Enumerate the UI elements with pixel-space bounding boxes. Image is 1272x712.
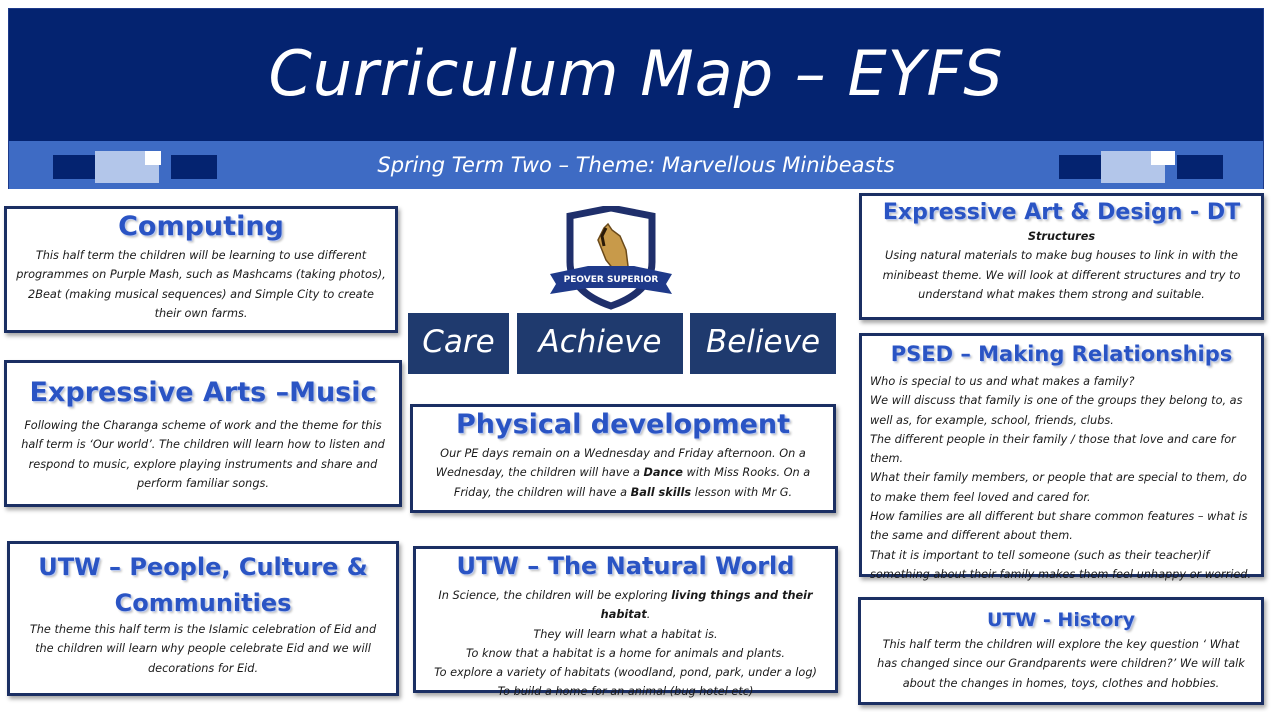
header-banner xyxy=(8,8,1264,189)
people-culture-body: The theme this half term is the Islamic celebration of Eid and the children will learn why people celebrate Eid and we will decorations for Eid. xyxy=(29,623,377,675)
page-title: Curriculum Map – EYFS xyxy=(268,37,1004,110)
school-logo xyxy=(548,206,674,310)
music-title: Expressive Arts –Music xyxy=(29,377,377,408)
value-believe: Believe xyxy=(690,313,836,374)
music-body: Following the Charanga scheme of work and the theme for this half term is ‘Our world’. The children will learn how to listen and respond to music, explore playing instruments and share and perform familiar songs. xyxy=(21,419,385,490)
natural-world-line-3: To explore a variety of habitats (woodland, pond, park, under a log) xyxy=(434,666,817,680)
psed-line-2: The different people in their family / those that love and care for them. xyxy=(870,432,1236,466)
psed-body xyxy=(862,366,1261,584)
dt-body: Using natural materials to make bug houses to link in with the minibeast theme. We will look at different structures and try to understand what makes them strong and suitable. xyxy=(882,249,1241,301)
dt-subtitle: Structures xyxy=(1027,230,1096,243)
natural-world-card xyxy=(413,546,838,699)
dt-title: Expressive Art & Design - DT xyxy=(882,200,1241,225)
value-achieve: Achieve xyxy=(517,313,683,374)
horse-shield-icon xyxy=(548,206,674,310)
natural-world-title: UTW – The Natural World xyxy=(456,552,795,580)
people-culture-title: UTW – People, Culture & xyxy=(38,553,368,581)
physical-development-card xyxy=(410,404,836,513)
psed-card xyxy=(859,333,1264,581)
physical-development-title: Physical development xyxy=(455,409,791,440)
natural-world-line-4: To build a home for an animal (bug hotel etc) xyxy=(497,685,754,699)
living-things-label: living things and their habitat xyxy=(600,589,813,622)
computing-title: Computing xyxy=(118,211,284,242)
people-culture-title-line2: Communities xyxy=(114,589,292,617)
computing-body: This half term the children will be learning to use different programmes on Purple Mash, such as Mashcams (taking photos), 2Beat (making musical sequences) and Simple City to create their own farms. xyxy=(16,249,386,320)
dt-card xyxy=(859,193,1264,320)
physical-text-3: lesson with Mr G. xyxy=(694,485,793,499)
dance-label: Dance xyxy=(643,466,683,480)
history-body: This half term the children will explore the key question ‘ What has changed since our Grandparents were children?’ We will talk about the changes in homes, toys, clothes and hobbies. xyxy=(877,638,1245,690)
psed-line-3: What their family members, or people that are special to them, do to make them feel loved and cared for. xyxy=(870,471,1247,504)
natural-world-line-2: To know that a habitat is a home for animals and plants. xyxy=(465,646,786,660)
natural-world-body xyxy=(416,580,835,702)
page-subtitle: Spring Term Two – Theme: Marvellous Minibeasts xyxy=(377,153,895,177)
value-care: Care xyxy=(408,313,509,374)
physical-development-body xyxy=(413,440,833,502)
ball-skills-label: Ball skills xyxy=(630,485,692,499)
music-card xyxy=(4,360,402,507)
computing-card xyxy=(4,206,398,333)
psed-line-5: That it is important to tell someone (such as their teacher)if something about their family makes them feel unhappy or worried. xyxy=(870,548,1252,581)
natural-world-line-1: They will learn what a habitat is. xyxy=(533,627,718,641)
header-top xyxy=(9,9,1263,141)
psed-title: PSED – Making Relationships xyxy=(890,342,1233,366)
logo-text: PEOVER SUPERIOR xyxy=(563,275,659,285)
physical-text-2: with Miss Rooks. On a Friday, the children will have a xyxy=(453,466,811,499)
psed-line-0: Who is special to us and what makes a family? xyxy=(870,375,1135,388)
history-title: UTW - History xyxy=(986,609,1136,631)
history-card xyxy=(858,597,1264,705)
people-culture-card xyxy=(7,541,399,696)
psed-line-1: We will discuss that family is one of the groups they belong to, as well as, for example, school, friends, clubs. xyxy=(870,394,1243,427)
psed-line-4: How families are all different but share common features – what is the same and different about them. xyxy=(870,510,1248,543)
natural-world-line-0: In Science, the children will be exploring living things and their habitat. xyxy=(438,589,813,622)
header-band xyxy=(9,141,1263,189)
physical-text-1: Our PE days remain on a Wednesday and Friday afternoon. On a Wednesday, the children will have a xyxy=(435,447,806,480)
